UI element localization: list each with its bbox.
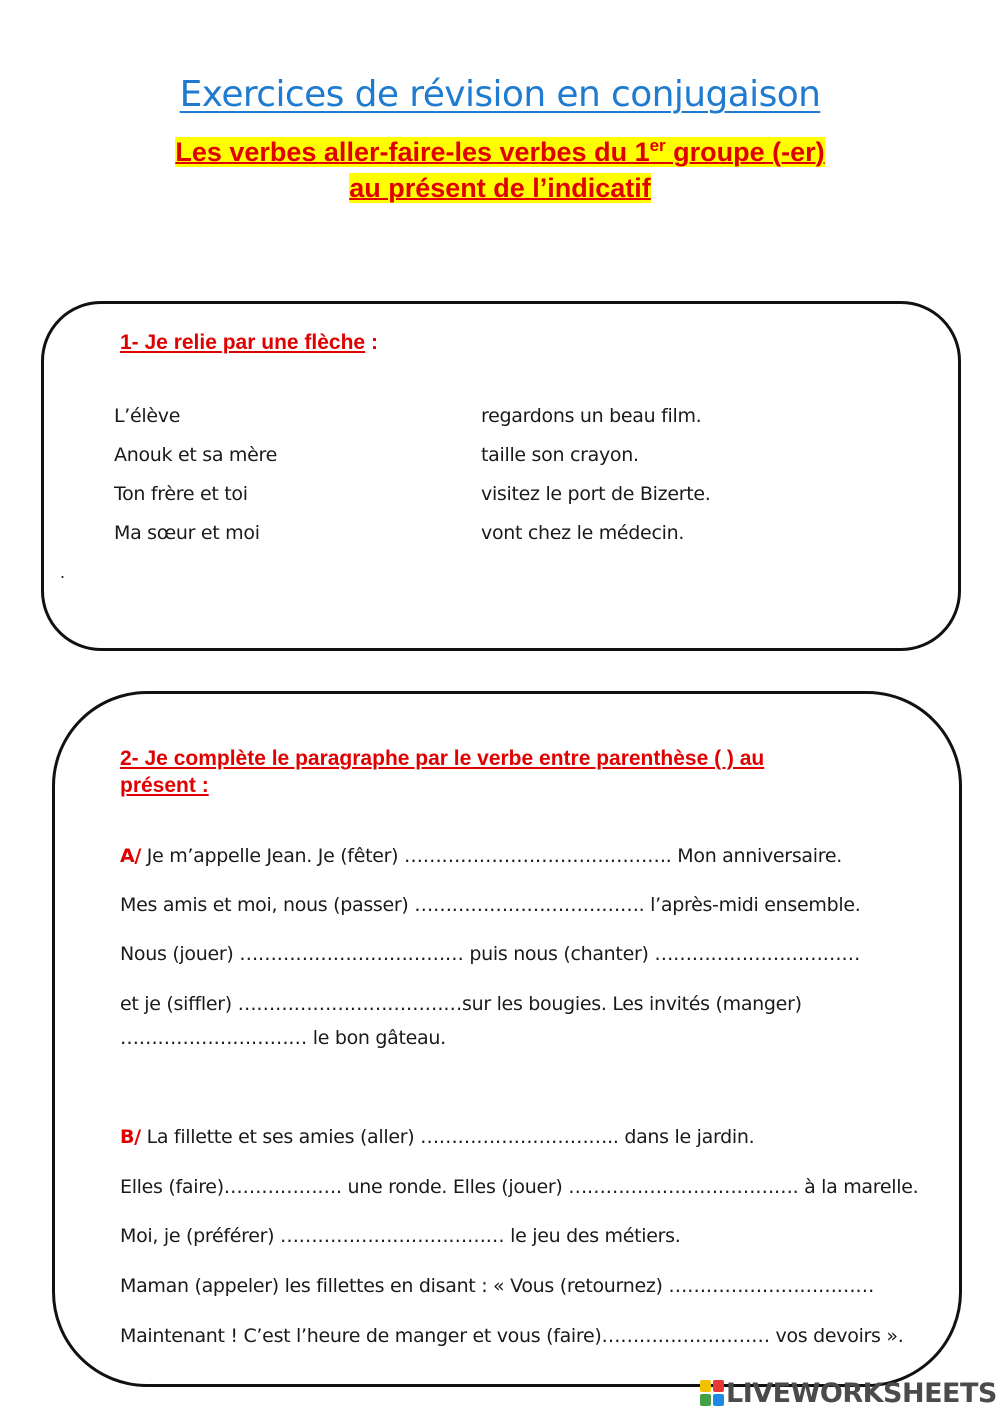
paragraph-b-line: B/ La fillette et ses amies (aller) ………………………….. dans le jardin.	[120, 1126, 755, 1148]
paragraph-a-line: Mes amis et moi, nous (passer) ………………………………. l’après-midi ensemble.	[120, 894, 861, 916]
exercise-2-heading: 2- Je complète le paragraphe par le verbe entre parenthèse ( ) au présent :	[120, 747, 765, 797]
paragraph-a-line: A/ Je m’appelle Jean. Je (fêter) ……………………………………. Mon anniversaire.	[120, 845, 842, 867]
left-item[interactable]: Ton frère et toi	[114, 483, 248, 505]
paragraph-a-line: ………………………… le bon gâteau.	[120, 1027, 446, 1049]
worksheet-subtitle: Les verbes aller-faire-les verbes du 1er groupe (-er) au présent de l’indicatif	[175, 136, 825, 203]
right-item[interactable]: vont chez le médecin.	[481, 522, 685, 544]
exercise-1-heading: 1- Je relie par une flèche :	[120, 331, 378, 354]
right-item[interactable]: visitez le port de Bizerte.	[481, 483, 711, 505]
worksheet-title: Exercices de révision en conjugaison	[179, 74, 821, 115]
right-item[interactable]: regardons un beau film.	[481, 405, 702, 427]
left-item[interactable]: Anouk et sa mère	[114, 444, 277, 466]
paragraph-b-line: Maintenant ! C’est l’heure de manger et vous (faire)……………………… vos devoirs ».	[120, 1325, 904, 1347]
paragraph-b-line: Moi, je (préférer) ……………………………… le jeu des métiers.	[120, 1225, 681, 1247]
part-a-label: A/	[120, 845, 142, 867]
paragraph-b-line: Elles (faire)………………. une ronde. Elles (jouer) ………………………………. à la marelle.	[120, 1176, 919, 1198]
liveworksheets-watermark	[700, 1378, 997, 1408]
paragraph-b-line: Maman (appeler) les fillettes en disant : « Vous (retournez) ……………………………	[120, 1275, 875, 1297]
part-b-label: B/	[120, 1126, 141, 1148]
paragraph-a-line: Nous (jouer) ……………………………… puis nous (chanter) ……………………………	[120, 943, 861, 965]
left-item[interactable]: L’élève	[114, 405, 181, 427]
paragraph-a-line: et je (siffler) ………………………………sur les bougies. Les invités (manger)	[120, 993, 802, 1015]
left-item[interactable]: Ma sœur et moi	[114, 522, 260, 544]
stray-dot: .	[60, 562, 66, 582]
liveworksheets-logo-icon	[700, 1380, 724, 1406]
watermark-text: LIVEWORKSHEETS	[726, 1377, 997, 1409]
right-item[interactable]: taille son crayon.	[481, 444, 639, 466]
